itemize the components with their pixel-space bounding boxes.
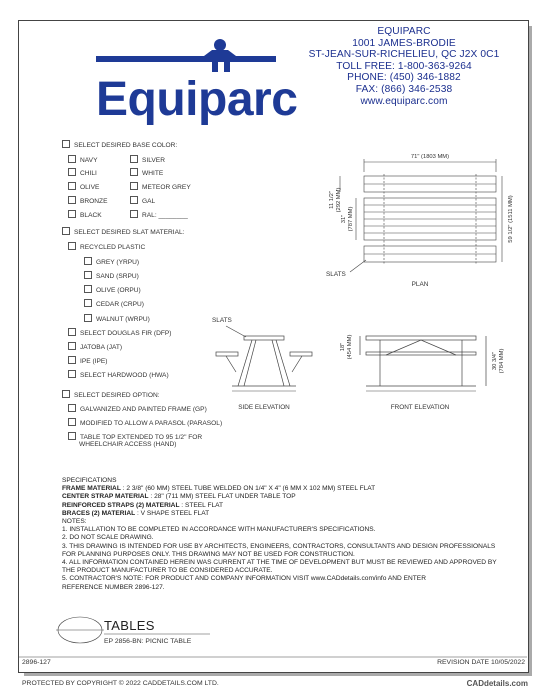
option-label: SELECT DOUGLAS FIR (DFP) <box>80 330 172 337</box>
note-line: 4. ALL INFORMATION CONTAINED HEREIN WAS CURRENT AT THE TIME OF DEVELOPMENT BUT MUST BE REVIEWED AND APPROVED BY <box>62 559 497 567</box>
spec-key: FRAME MATERIAL <box>62 485 121 493</box>
plan-width-dim: 71" (1803 MM) <box>410 154 450 160</box>
wheelchair-option-line2: WHEELCHAIR ACCESS (HAND) <box>79 441 177 448</box>
spec-row <box>62 485 502 493</box>
plan-slats-label: SLATS <box>326 271 346 278</box>
company-city: ST-JEAN-SUR-RICHELIEU, QC J2X 0C1 <box>308 49 500 61</box>
title-block-lines <box>18 617 527 657</box>
spec-row <box>62 502 502 510</box>
spec-row <box>62 493 502 501</box>
option-label: SELECT HARDWOOD (HWA) <box>80 372 169 379</box>
specifications-heading: SPECIFICATIONS <box>62 477 117 484</box>
drawing-title: TABLES <box>104 618 155 633</box>
drawing-subtitle: EP 2856-BN: PICNIC TABLE <box>104 638 192 645</box>
plan-depth2-mm: (787 MM) <box>348 206 354 232</box>
caddetails-brand[interactable]: CADdetails.com <box>466 679 528 688</box>
option-label: SILVER <box>142 157 165 164</box>
plan-depth1-dim: 11 1/2" <box>329 191 335 209</box>
company-website[interactable]: www.equiparc.com <box>360 95 448 107</box>
copyright-notice: PROTECTED BY COPYRIGHT © 2022 CADDETAILS.COM LTD. <box>22 680 219 687</box>
front-height1-mm: (454 MM) <box>347 334 353 360</box>
side-elevation-label: SIDE ELEVATION <box>238 404 290 411</box>
option-label: CEDAR (CRPU) <box>96 301 144 308</box>
front-height2-dim: 30 3/4" <box>492 351 498 371</box>
note-line: REFERENCE NUMBER 2896-127. <box>62 583 165 591</box>
note-line: 3. THIS DRAWING IS INTENDED FOR USE BY ARCHITECTS, ENGINEERS, CONTRACTORS, CONSULTANTS AND DESIGN PROFESSIONALS <box>62 542 496 550</box>
option-label: OLIVE (ORPU) <box>96 287 141 294</box>
company-street: 1001 JAMES-BRODIE <box>352 37 456 49</box>
option-label: NAVY <box>80 157 98 164</box>
spec-key: REINFORCED STRAPS (2) MATERIAL <box>62 501 180 509</box>
option-label: TABLE TOP EXTENDED TO 95 1/2" FOR <box>80 434 203 441</box>
spec-row <box>62 510 502 518</box>
option-label: RECYCLED PLASTIC <box>80 244 146 251</box>
side-slats-label: SLATS <box>212 317 232 324</box>
company-name: EQUIPARC <box>377 26 431 37</box>
company-tollfree: TOLL FREE: 1-800-363-9264 <box>336 60 472 72</box>
note-line: FOR PLANNING PURPOSES ONLY. THIS DRAWING MAY NOT BE USED FOR CONSTRUCTION. <box>62 550 355 558</box>
option-label: METEOR GREY <box>142 184 191 191</box>
option-label: RAL: ________ <box>142 212 188 219</box>
note-line: 1. INSTALLATION TO BE COMPLETED IN ACCORDANCE WITH MANUFACTURER'S SPECIFICATIONS. <box>62 526 376 534</box>
option-label: GREY (YRPU) <box>96 259 140 266</box>
option-label: BLACK <box>80 212 102 219</box>
option-label: JATOBA (JAT) <box>80 344 123 351</box>
spec-value: : V SHAPE STEEL FLAT <box>135 509 210 517</box>
plan-depth3-dim: 59 1/2" (1511 MM) <box>508 195 514 243</box>
spec-value: : 2 3/8" (60 MM) STEEL TUBE WELDED ON 1/4" X 4" (6 MM X 102 MM) STEEL FLAT <box>120 485 376 493</box>
option-label: WHITE <box>142 170 164 177</box>
notes-heading: NOTES: <box>62 518 87 526</box>
note-line: 5. CONTRACTOR'S NOTE: FOR PRODUCT AND COMPANY INFORMATION VISIT www.CADdetails.com/info AND ENTER <box>62 575 426 583</box>
note-line: 2. DO NOT SCALE DRAWING. <box>62 534 154 542</box>
option-label: WALNUT (WRPU) <box>96 316 150 323</box>
side-elevation-view <box>216 326 312 391</box>
option-label: SAND (SRPU) <box>96 273 139 280</box>
spec-key: BRACES (2) MATERIAL <box>62 509 136 517</box>
note-line: THE PRODUCT MANUFACTURER TO BE CONSIDERED ACCURATE. <box>62 567 273 575</box>
front-height2-mm: (784 MM) <box>499 348 505 374</box>
company-fax: FAX: (866) 346-2538 <box>355 83 453 95</box>
spec-value: : 28" (711 MM) STEEL FLAT UNDER TABLE TOP <box>148 493 296 501</box>
reference-number: 2896-127 <box>22 659 51 666</box>
spec-key: CENTER STRAP MATERIAL <box>62 493 149 501</box>
slat-material-heading: SELECT DESIRED SLAT MATERIAL: <box>74 229 185 236</box>
front-elevation-view <box>360 336 486 391</box>
option-label: GALVANIZED AND PAINTED FRAME (GP) <box>80 406 207 413</box>
option-label: MODIFIED TO ALLOW A PARASOL (PARASOL) <box>80 420 223 427</box>
revision-date: REVISION DATE 10/05/2022 <box>437 659 525 666</box>
option-label: IPE (IPE) <box>80 358 108 365</box>
plan-depth1-mm: (292 MM) <box>336 187 342 213</box>
plan-depth2-dim: 31" <box>341 214 347 224</box>
spec-value: : STEEL FLAT <box>179 501 224 509</box>
option-label: GAL <box>142 198 156 205</box>
option-label: OLIVE <box>80 184 100 191</box>
option-heading: SELECT DESIRED OPTION: <box>74 392 160 399</box>
specifications-block <box>62 477 502 592</box>
plan-view-label: PLAN <box>411 281 429 288</box>
option-label: BRONZE <box>80 198 108 205</box>
front-height1-dim: 18" <box>340 342 346 352</box>
front-elevation-label: FRONT ELEVATION <box>390 404 450 411</box>
plan-view <box>340 159 502 272</box>
logo-wordmark: Equiparc <box>96 73 298 126</box>
option-label: CHILI <box>80 170 97 177</box>
base-color-heading: SELECT DESIRED BASE COLOR: <box>74 142 178 149</box>
company-phone: PHONE: (450) 346-1882 <box>347 72 461 84</box>
